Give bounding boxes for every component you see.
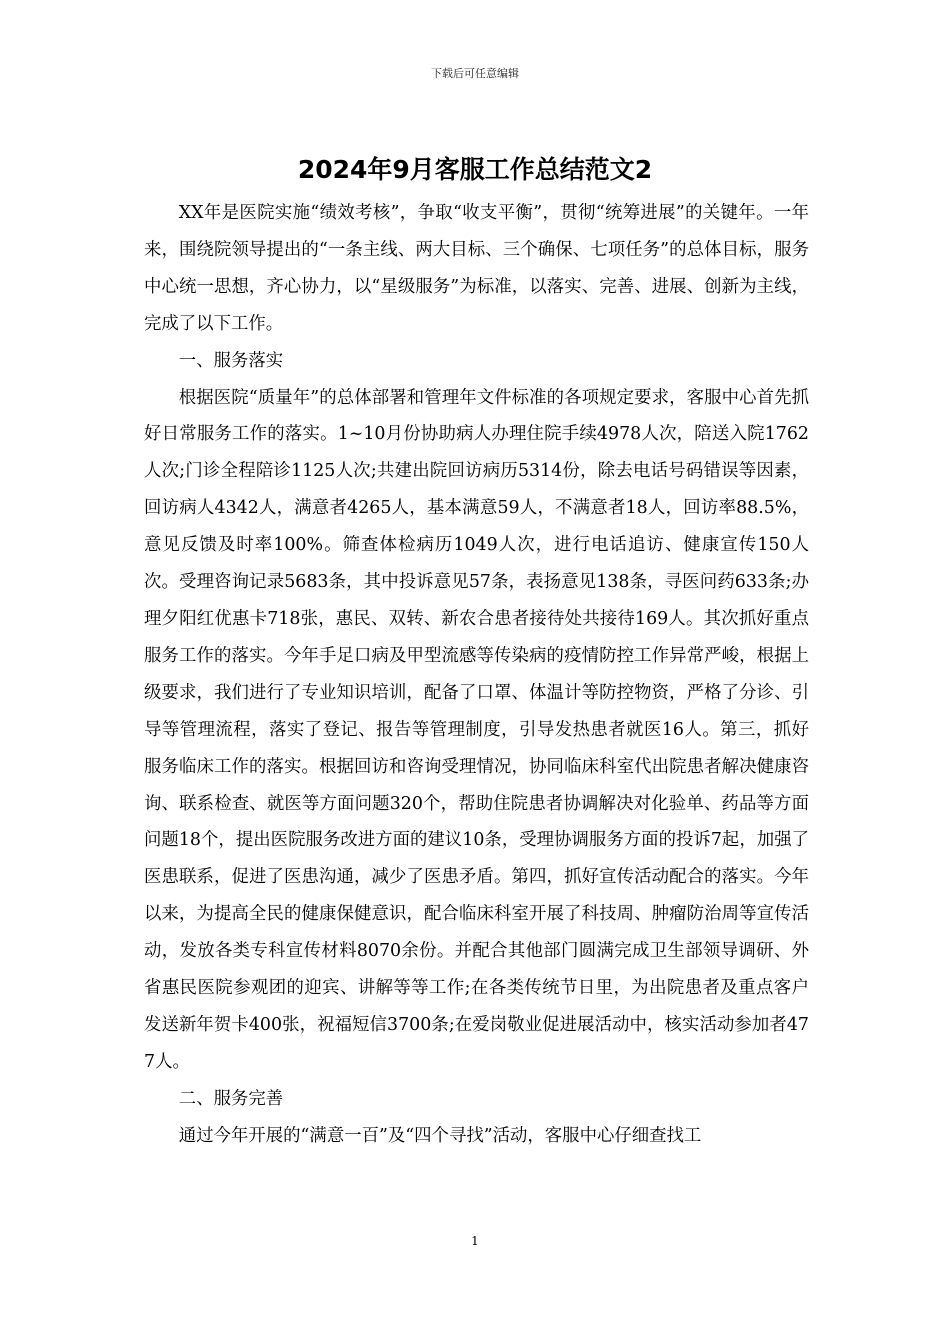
document-body	[144, 195, 809, 1155]
page-number: 1	[471, 1234, 479, 1248]
section-heading-2: 二、服务完善	[178, 1088, 284, 1109]
document-title: 2024年9月客服工作总结范文2	[297, 155, 653, 184]
intro-paragraph: XX年是医院实施“绩效考核”，争取“收支平衡”，贯彻“统筹进展”的关键年。一年来，围绕院领导提出的“一条主线、两大目标、三个确保、七项任务”的总体目标，服务中心统一思想，齐心协力，以“星级服务”为标准，以落实、完善、进展、创新为主线，完成了以下工作。	[144, 203, 809, 334]
section-1-paragraph: 根据医院“质量年”的总体部署和管理年文件标准的各项规定要求，客服中心首先抓好日常服务工作的落实。1~10月份协助病人办理住院手续4978人次，陪送入院1762人次;门诊全程陪诊1125人次;共建出院回访病历5314份，除去电话号码错误等因素，回访病人4342人，满意者4265人，基本满意59人，不满意者18人，回访率88.5%，意见反馈及时率100%。筛查体检病历1049人次，进行电话追访、健康宣传150人次。受理咨询记录5683条，其中投诉意见57条，表扬意见138条，寻医问药633条;办理夕阳红优惠卡718张，惠民、双转、新农合患者接待处共接待169人。其次抓好重点服务工作的落实。今年手足口病及甲型流感等传染病的疫情防控工作异常严峻，根据上级要求，我们进行了专业知识培训，配备了口罩、体温计等防控物资，严格了分诊、引导等管理流程，落实了登记、报告等管理制度，引导发热患者就医16人。第三，抓好服务临床工作的落实。根据回访和咨询受理情况，协同临床科室代出院患者解决健康咨询、联系检查、就医等方面问题320个，帮助住院患者协调解决对化验单、药品等方面问题18个，提出医院服务改进方面的建议10条，受理协调服务方面的投诉7起，加强了医患联系，促进了医患沟通，减少了医患矛盾。第四，抓好宣传活动配合的落实。今年以来，为提高全民的健康保健意识，配合临床科室开展了科技周、肿瘤防治周等宣传活动，发放各类专科宣传材料8070余份。并配合其他部门圆满完成卫生部领导调研、外省惠民医院参观团的迎宾、讲解等等工作;在各类传统节日里，为出院患者及重点客户发送新年贺卡400张，祝福短信3700条;在爱岗敬业促进展活动中，核实活动参加者477人。	[144, 387, 809, 1072]
section-2-paragraph: 通过今年开展的“满意一百”及“四个寻找”活动，客服中心仔细查找工	[178, 1125, 702, 1146]
section-heading-1: 一、服务落实	[178, 350, 284, 371]
header-note: 下载后可任意编辑	[431, 67, 519, 80]
